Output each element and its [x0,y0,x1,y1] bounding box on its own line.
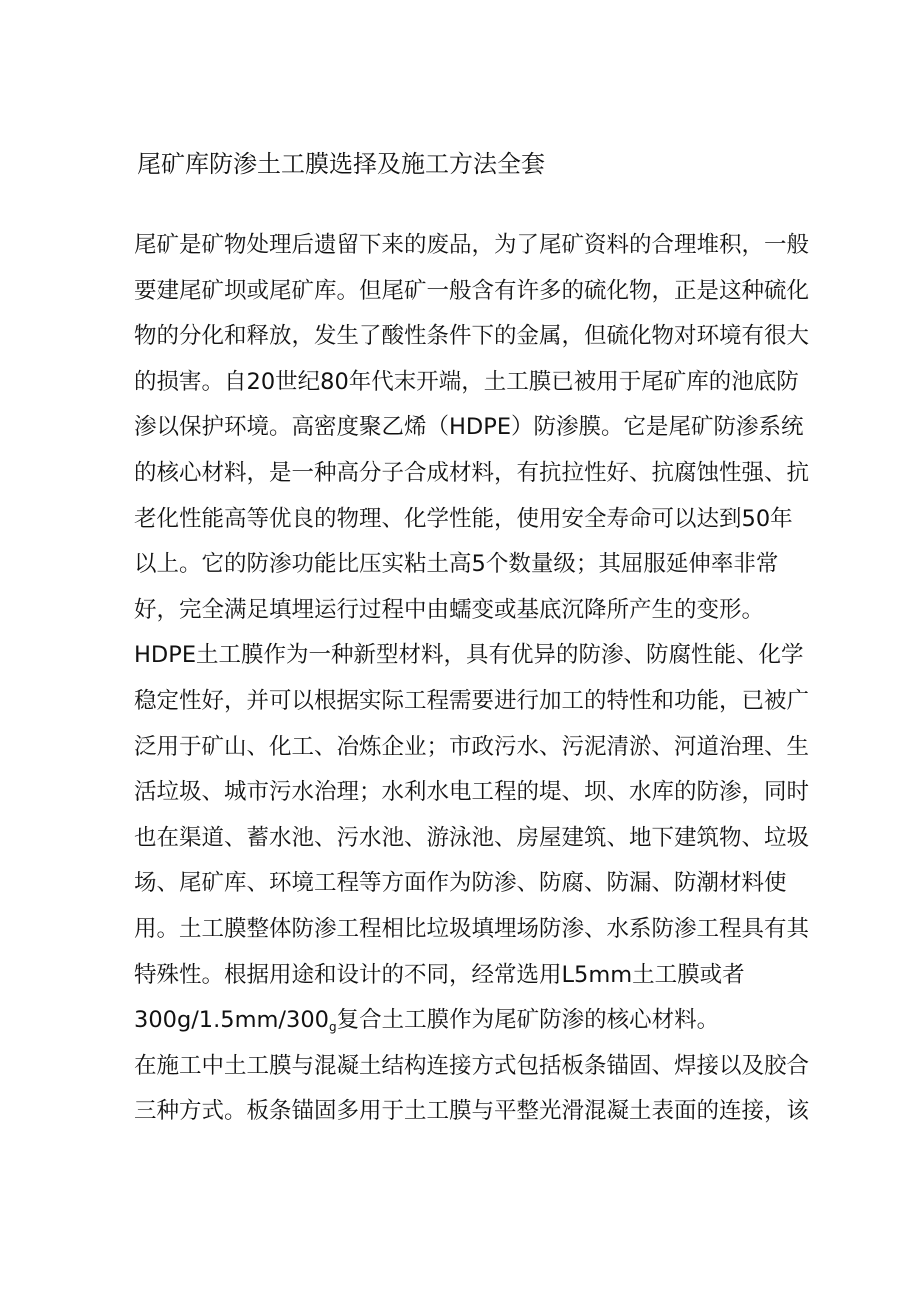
text-line: 要建尾矿坝或尾矿库。但尾矿一般含有许多的硫化物，正是这种硫化 [134,277,810,304]
text-line: 在施工中土工膜与混凝土结构连接方式包括板条锚固、焊接以及胶合 [134,1052,810,1079]
text-line: 活垃圾、城市污水治理；水利水电工程的堤、坝、水库的防渗，同时 [134,779,810,806]
body-text [134,223,810,1135]
text-line-with-subscript [134,998,804,1044]
spec-value: 300g/1.5mm/300 [134,1007,329,1034]
text-line: 物的分化和释放，发生了酸性条件下的金属，但硫化物对环境有很大 [134,323,810,350]
spec-subscript: g [328,1020,337,1035]
text-line: HDPE土工膜作为一种新型材料，具有优异的防渗、防腐性能、化学 [134,642,804,669]
text-line: 场、尾矿库、环境工程等方面作为防渗、防腐、防漏、防潮材料使 [134,870,787,897]
text-line: 三种方式。板条锚固多用于土工膜与平整光滑混凝土表面的连接，该 [134,1098,810,1125]
text-line: 尾矿是矿物处理后遗留下来的废品，为了尾矿资料的合理堆积，一般 [134,232,810,258]
text-line: 的核心材料，是一种高分子合成材料，有抗拉性好、抗腐蚀性强、抗 [134,459,810,486]
text-line: 稳定性好，并可以根据实际工程需要进行加工的特性和功能，已被广 [134,687,810,714]
text-line: 渗以保护环境。高密度聚乙烯（HDPE）防渗膜。它是尾矿防渗系统 [134,414,804,441]
text-line: 用。土工膜整体防渗工程相比垃圾填埋场防渗、水系防渗工程具有其 [134,915,810,942]
text-line: 好，完全满足填埋运行过程中由蠕变或基底沉降所产生的变形。 [134,596,765,623]
spec-description: 复合土工膜作为尾矿防渗的核心材料。 [336,1007,720,1034]
text-line: 的损害。自20世纪80年代末开端，土工膜已被用于尾矿库的池底防 [134,368,799,395]
text-line: 泛用于矿山、化工、冶炼企业；市政污水、污泥清淤、河道治理、生 [134,733,810,760]
document-title: 尾矿库防渗土工膜选择及施工方法全套 [137,150,545,178]
text-line: 以上。它的防渗功能比压实粘土高5个数量级；其屈服延伸率非常 [134,551,779,578]
text-line: 老化性能高等优良的物理、化学性能，使用安全寿命可以达到50年 [134,505,793,532]
text-line: 也在渠道、蓄水池、污水池、游泳池、房屋建筑、地下建筑物、垃圾 [134,824,810,851]
text-line: 特殊性。根据用途和设计的不同，经常选用L5mm土工膜或者 [134,961,745,988]
